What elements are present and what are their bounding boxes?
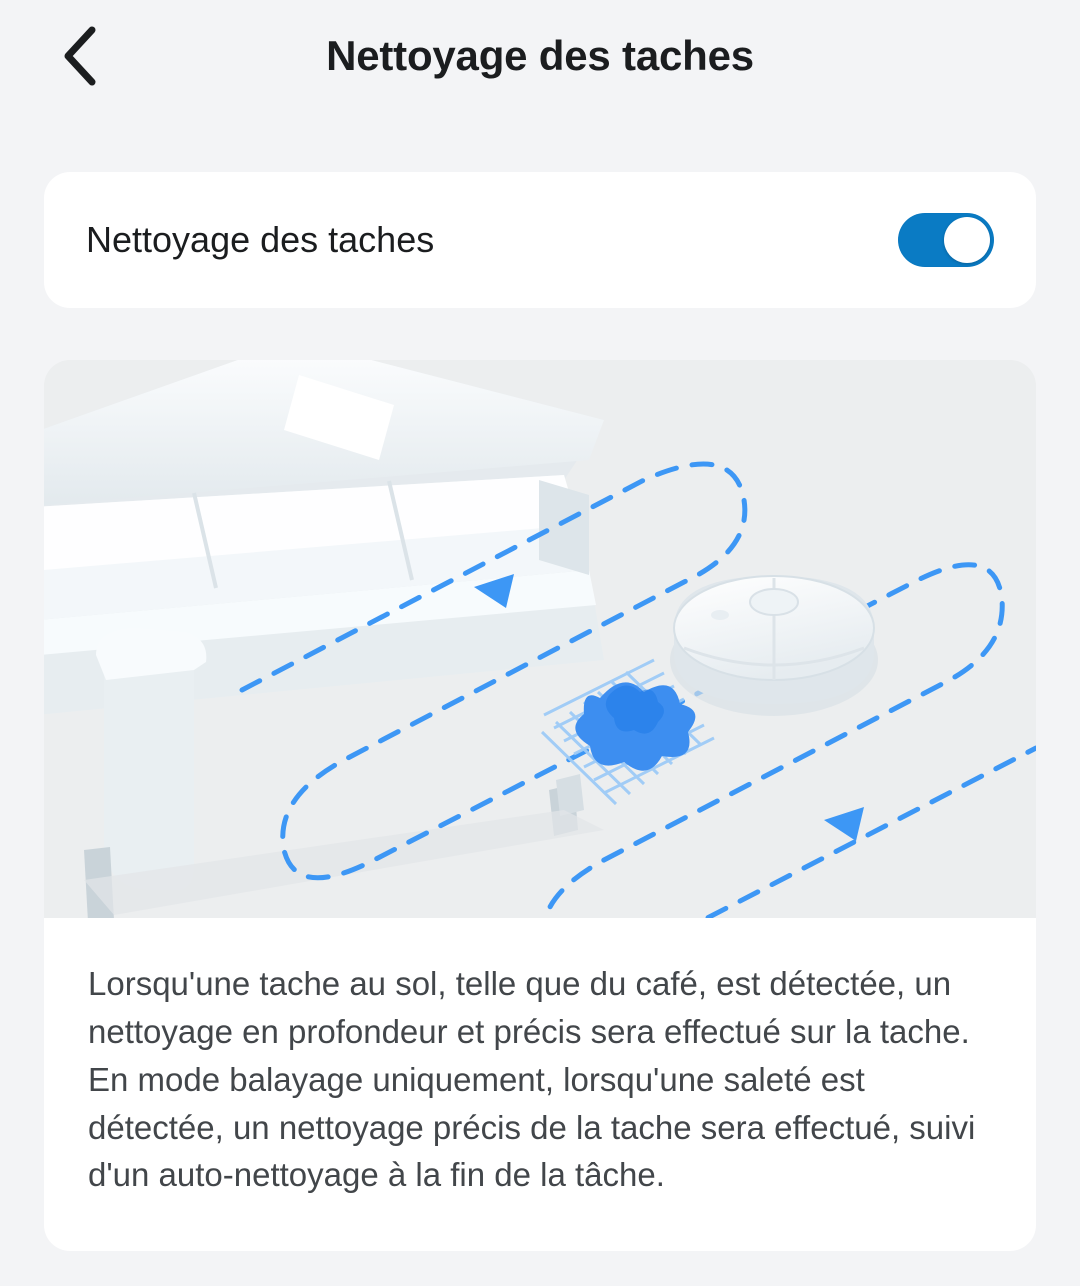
header [0, 0, 1080, 112]
switch-knob [944, 217, 990, 263]
spot-cleaning-toggle-label: Nettoyage des taches [86, 219, 435, 260]
spot-cleaning-switch[interactable] [898, 213, 994, 267]
description-text: Lorsqu'une tache au sol, telle que du café, est détectée, un nettoyage en profondeur et précis sera effectué sur la tache. En mode balayage uniquement, lorsqu'une saleté est détectée, un nettoyage précis de la tache sera effectué, suivi d'un auto-nettoyage à la fin de la tâche. [88, 965, 976, 1194]
page-title: Nettoyage des taches [326, 32, 754, 79]
spot-cleaning-toggle-row[interactable] [44, 172, 1036, 308]
chevron-left-icon [60, 25, 100, 87]
robot-vacuum-graphic [670, 576, 878, 716]
spot-cleaning-info-card [44, 360, 1036, 1251]
spot-cleaning-illustration [44, 360, 1036, 918]
back-button[interactable] [48, 24, 112, 88]
